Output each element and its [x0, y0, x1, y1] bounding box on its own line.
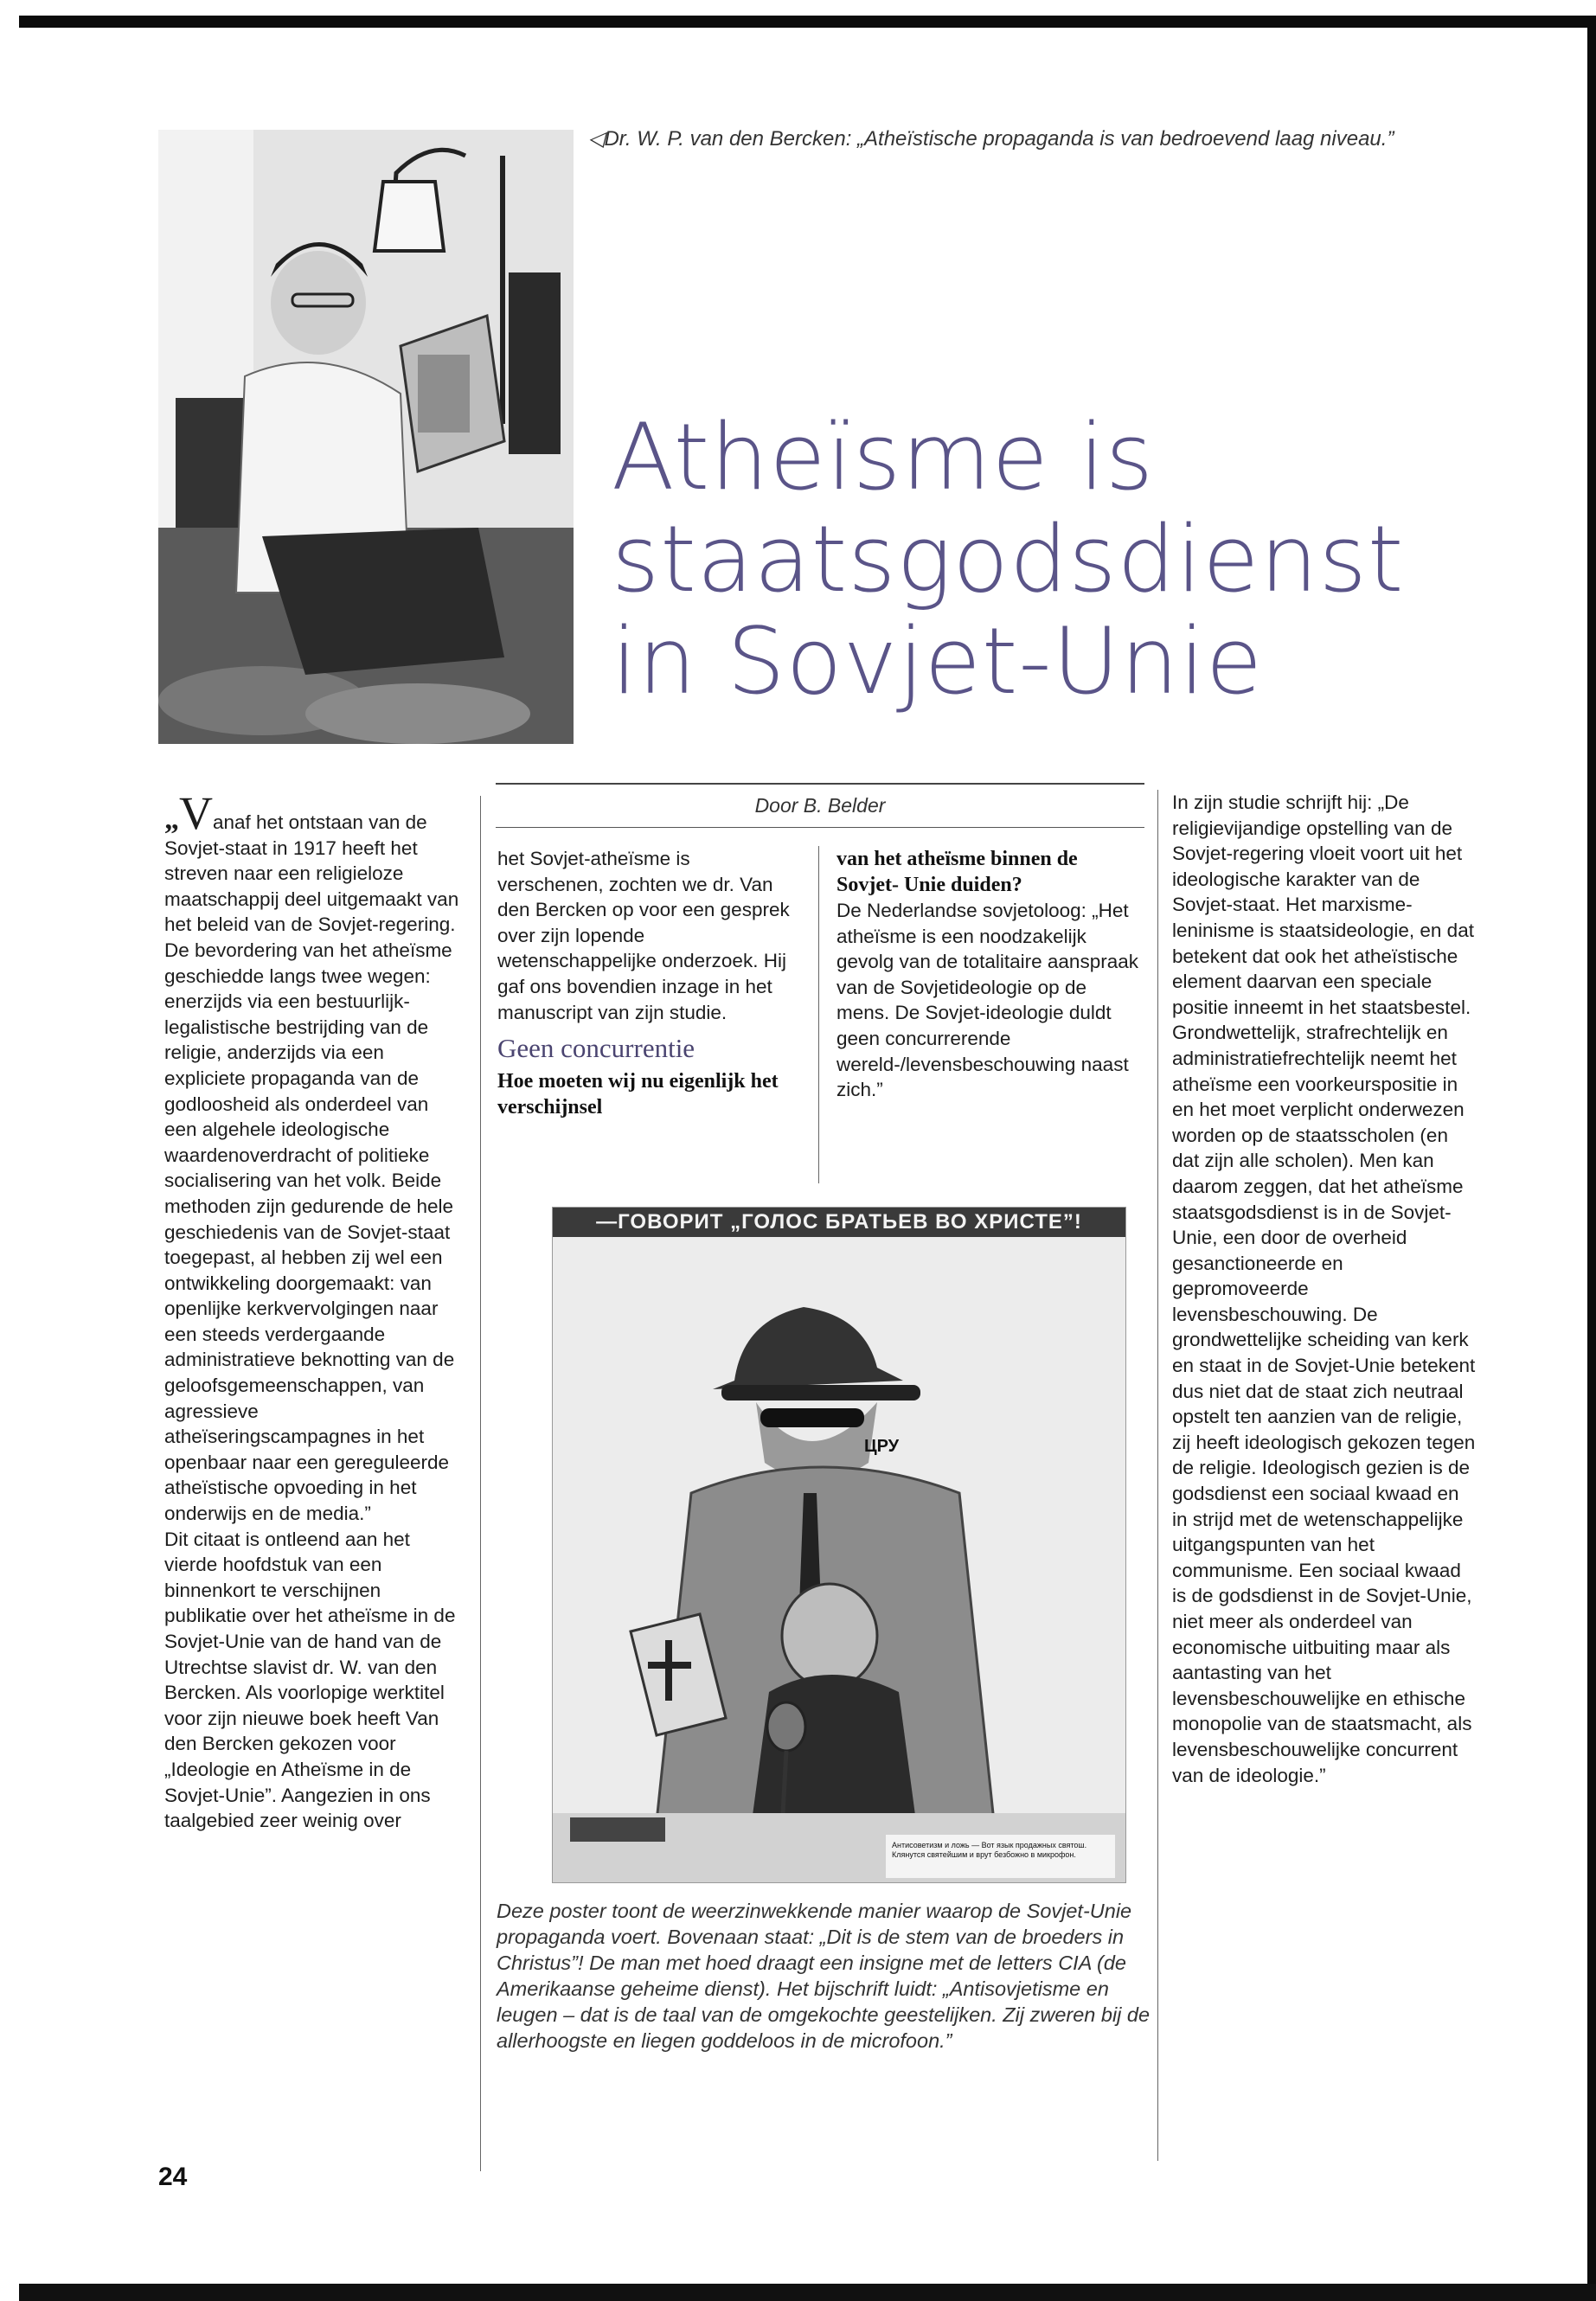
headline-line: Atheïsme is: [612, 404, 1155, 510]
subheading: Geen concurrentie: [497, 1033, 695, 1064]
column-rule: [480, 796, 481, 2171]
paragraph: Dit citaat is ontleend aan het vierde hoofdstuk van een binnenkort te verschijnen publikatie over het atheïsme in de Sovjet-Unie van de hand van de Utrechtse slavist dr. W. van den Bercken. Als voorlopige werktitel voor zijn nieuwe boek heeft Van den Bercken gekozen voor „Ideologie en Atheïsme in de Sovjet-Unie”. Aangezien in ons taalgebied zeer weinig over: [164, 1528, 456, 1832]
drop-cap: V: [179, 787, 213, 839]
byline: Door B. Belder: [754, 794, 886, 817]
poster-small-caption: Антисоветизм и ложь — Вот язык продажных святош. Клянутся святейшим и врут безбожно в микрофон.: [892, 1841, 1087, 1859]
paragraph: In zijn studie schrijft hij: „De religievijandige opstelling van de Sovjet-regering vloeit voort uit het ideologische karakter van de Sovjet-staat. Het marxisme-leninisme is staatsideologie, en dat betekent dat ook het atheïstische element daarvan een speciale positie inneemt in het staatsbestel. Grondwettelijk, strafrechtelijk en administratiefrechtelijk neemt het atheïsme een voorkeurspositie in en het moet verplicht onderwezen worden op de staatsscholen (en dat zijn alle scholen). Men kan daarom zeggen, dat het atheïsme staatsgodsdienst is in de Sovjet-Unie, een door de overheid gesanctioneerde en gepromoveerde levensbeschouwing. De grondwettelijke scheiding van kerk en staat in de Sovjet-Unie betekent dus niet dat de staat zich neutraal opstelt ten aanzien van de religie, zij heeft ideologisch gekozen tegen de religie. Ideologisch gezien is de godsdienst een sociaal kwaad en in strijd met de wetenschappelijke uitgangspunten van het communisme. Een sociaal kwaad is de godsdienst in de Sovjet-Unie, niet meer als onderdeel van economische uitbuiting maar als aantasting van het levensbeschouwelijke en ethische monopolie van de staatsmacht, als levensbeschouwelijke concurrent van de ideologie.”: [1172, 792, 1476, 1786]
article-column-1: [164, 787, 463, 1834]
photo-caption: ◁Dr. W. P. van den Bercken: „Atheïstische propaganda is van bedroevend laag niveau.”: [588, 127, 1394, 151]
opening-quote: „: [164, 804, 179, 836]
headline-line: staatsgodsdienst: [612, 506, 1405, 612]
article-column-3: [836, 846, 1144, 1103]
poster-banner: —ГОВОРИТ „ГОЛОС БРАТЬЕВ ВО ХРИСТЕ”!: [553, 1208, 1125, 1237]
interview-question: van het atheïsme binnen de Sovjet- Unie duiden?: [836, 848, 1078, 896]
portrait-photo: [158, 130, 574, 744]
article-column-2: [497, 846, 792, 1120]
headline: [612, 404, 1563, 715]
page-border-top: [19, 16, 1596, 28]
column-rule: [1157, 790, 1158, 2161]
interview-question: Hoe moeten wij nu eigenlijk het verschijnsel: [497, 1069, 779, 1118]
propaganda-poster: [552, 1207, 1126, 1883]
poster-caption: Deze poster toont de weerzinwekkende manier waarop de Sovjet-Unie propaganda voert. Bovenaan staat: „Dit is de stem van de broeders in Christus”! De man met hoed draagt een insigne met de letters CIA (de Amerikaanse geheime dienst). Het bijschrift luidt: „Antisovjetisme en leugen – dat is de taal van de omgekochte geestelijken. Zij zweren bij de allerhoogste en liegen goddeloos in de microfoon.”: [497, 1900, 1151, 2052]
poster-badge: ЦРУ: [864, 1437, 900, 1456]
byline-rule: [496, 783, 1144, 785]
column-rule: [818, 846, 819, 1183]
intro-paragraph: [164, 787, 463, 1527]
page-border-bottom: [19, 2284, 1596, 2301]
byline-rule: [496, 827, 1144, 828]
paragraph-text: anaf het ontstaan van de Sovjet-staat in 1917 heeft het streven naar een religieloze maatschappij deel uitgemaakt van het beleid van de Sovjet-regering. De bevordering van het atheïsme geschiedde langs twee wegen: enerzijds via een bestuurlijk-legalistische bestrijding van de religie, anderzijds via een expliciete propaganda van de godloosheid als onderdeel van een algehele ideologische waardenoverdracht of politieke socialisering van het volk. Beide methoden zijn gedurende de hele geschiedenis van de Sovjet-staat toegepast, al hebben zij wel een ontwikkeling doorgemaakt: van openlijke kerkvervolgingen naar een steeds verdergaande administratieve beknotting van de geloofsgemeenschappen, van agressieve atheïseringscampagnes in het openbaar naar een gereguleerde atheïstische opvoeding in het onderwijs en de media.”: [164, 811, 459, 1525]
paragraph: het Sovjet-atheïsme is verschenen, zochten we dr. Van den Bercken op voor een gesprek over zijn lopende wetenschappelijke onderzoek. Hij gaf ons bovendien inzage in het manuscript van zijn studie.: [497, 848, 790, 1023]
article-column-4: [1172, 790, 1477, 1788]
page-number: 24: [158, 2163, 188, 2191]
paragraph: De Nederlandse sovjetoloog: „Het atheïsme is een noodzakelijk gevolg van de totalitaire aanspraak van de Sovjetideologie op de mens. De Sovjet-ideologie duldt geen concurrerende wereld-/levensbeschouwing naast zich.”: [836, 900, 1138, 1101]
page-border-right: [1587, 16, 1596, 2301]
headline-line: in Sovjet-Unie: [612, 608, 1264, 715]
poster-illustration: [553, 1208, 1125, 1882]
